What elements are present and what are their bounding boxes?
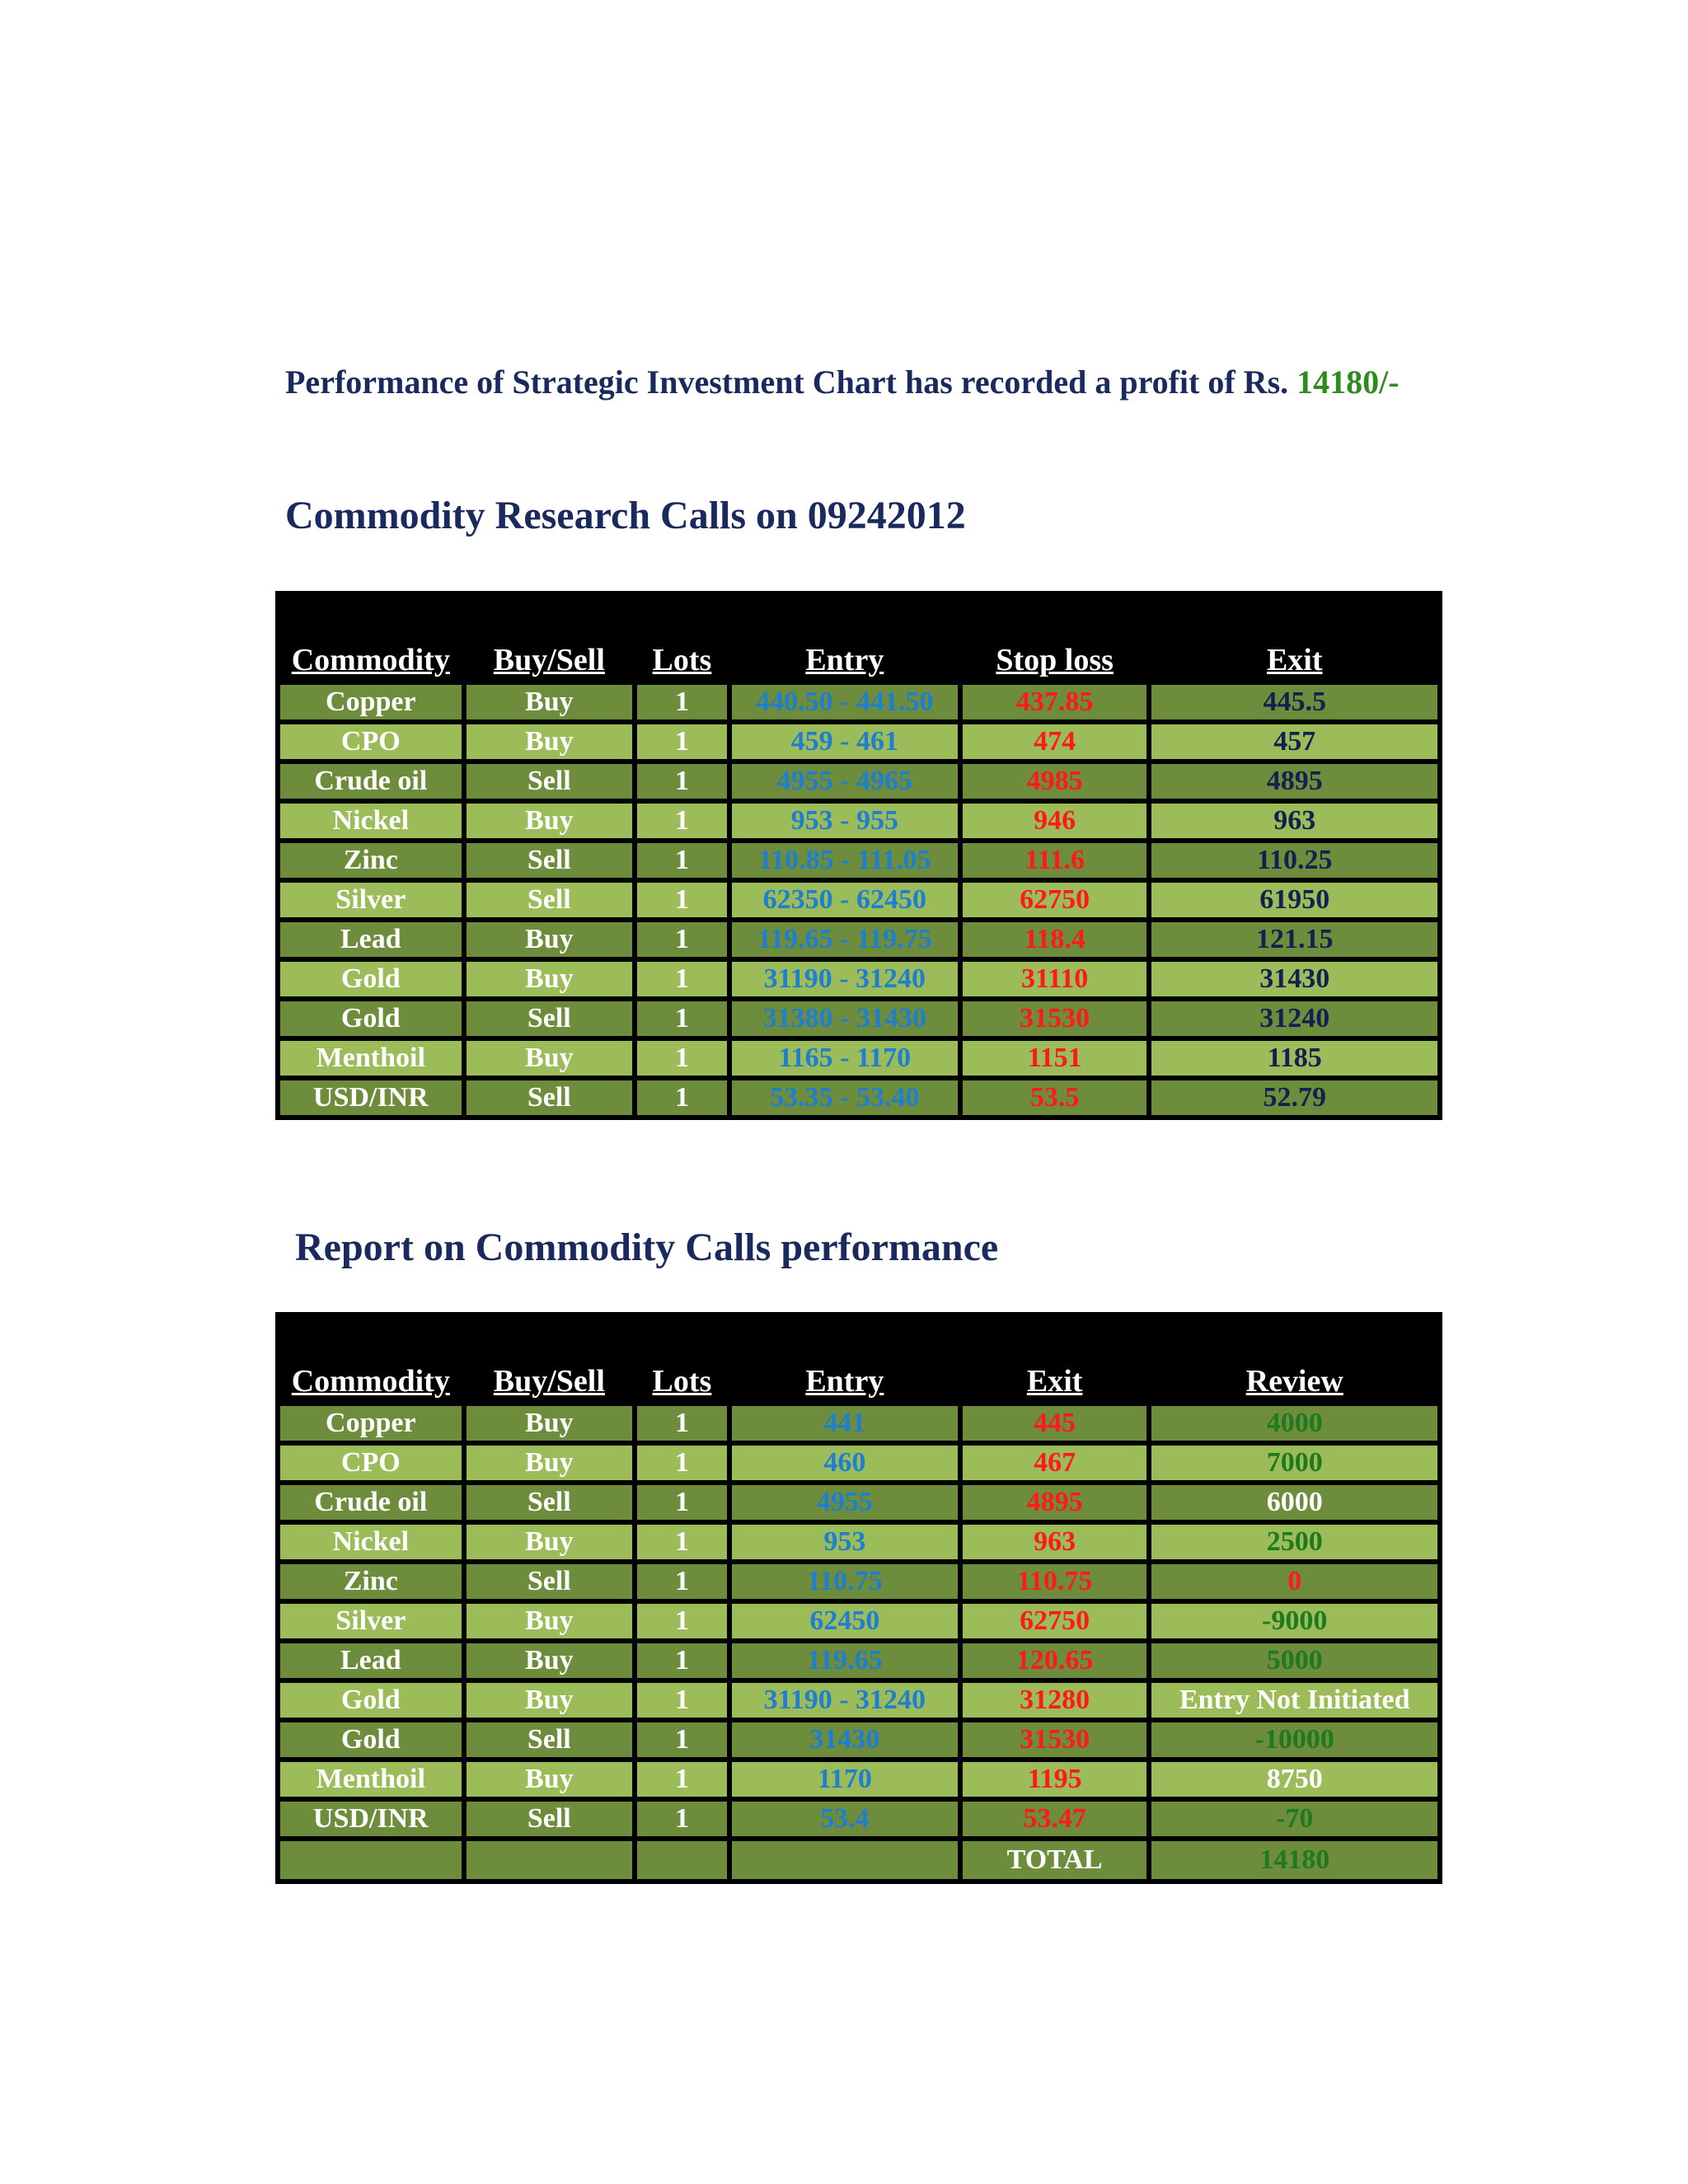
total-value: 14180: [1151, 1841, 1437, 1879]
lots-cell: 1: [637, 1762, 727, 1797]
review-cell: 4000: [1151, 1406, 1437, 1441]
review-cell: 2500: [1151, 1525, 1437, 1559]
header-review: Review: [1151, 1363, 1437, 1401]
exit-cell: 467: [963, 1446, 1147, 1480]
exit-cell: 4895: [963, 1485, 1147, 1520]
stop-loss-cell: 946: [963, 804, 1147, 838]
commodity-cell: Silver: [280, 883, 462, 917]
commodity-cell: Copper: [280, 685, 462, 719]
entry-cell: 4955 - 4965: [732, 764, 958, 799]
buy-sell-cell: Buy: [467, 1683, 632, 1718]
buy-sell-cell: Buy: [467, 1762, 632, 1797]
commodity-cell: Nickel: [280, 804, 462, 838]
review-cell: 6000: [1151, 1485, 1437, 1520]
table-row: [280, 1446, 1437, 1480]
buy-sell-cell: Sell: [467, 1802, 632, 1836]
header-lots: Lots: [637, 642, 727, 680]
buy-sell-cell: Sell: [467, 1001, 632, 1036]
lots-cell: 1: [637, 1001, 727, 1036]
empty-cell: [637, 1841, 727, 1879]
entry-cell: 1165 - 1170: [732, 1041, 958, 1076]
lots-cell: 1: [637, 1525, 727, 1559]
entry-cell: 31430: [732, 1722, 958, 1757]
stop-loss-cell: 118.4: [963, 922, 1147, 957]
exit-cell: 1185: [1151, 1041, 1437, 1076]
table-row: [280, 922, 1437, 957]
commodity-cell: Nickel: [280, 1525, 462, 1559]
commodity-cell: Lead: [280, 922, 462, 957]
entry-cell: 460: [732, 1446, 958, 1480]
header-stop-loss: Stop loss: [963, 642, 1147, 680]
report-table: [275, 1312, 1442, 1884]
exit-cell: 963: [1151, 804, 1437, 838]
entry-cell: 110.85 - 111.05: [732, 843, 958, 878]
table-row: [280, 1001, 1437, 1036]
lots-cell: 1: [637, 1604, 727, 1638]
table-row: [280, 1802, 1437, 1836]
entry-cell: 119.65: [732, 1643, 958, 1678]
exit-cell: 121.15: [1151, 922, 1437, 957]
buy-sell-cell: Sell: [467, 1722, 632, 1757]
header-entry: Entry: [732, 1363, 958, 1401]
calls-title: Commodity Research Calls on 09242012: [285, 494, 966, 537]
commodity-cell: Gold: [280, 1683, 462, 1718]
stop-loss-cell: 4985: [963, 764, 1147, 799]
lots-cell: 1: [637, 1080, 727, 1115]
entry-cell: 53.35 - 53.40: [732, 1080, 958, 1115]
entry-cell: 119.65 - 119.75: [732, 922, 958, 957]
report-title: Report on Commodity Calls performance: [295, 1226, 999, 1269]
buy-sell-cell: Buy: [467, 685, 632, 719]
lots-cell: 1: [637, 1802, 727, 1836]
calls-table: [275, 591, 1442, 1120]
total-label: TOTAL: [963, 1841, 1147, 1879]
header-commodity: Commodity: [280, 642, 462, 680]
commodity-cell: Copper: [280, 1406, 462, 1441]
table-row: [280, 1604, 1437, 1638]
commodity-cell: Gold: [280, 962, 462, 996]
review-cell: 7000: [1151, 1446, 1437, 1480]
table-row: [280, 1683, 1437, 1718]
exit-cell: 52.79: [1151, 1080, 1437, 1115]
table-row: [280, 1762, 1437, 1797]
buy-sell-cell: Buy: [467, 1406, 632, 1441]
entry-cell: 1170: [732, 1762, 958, 1797]
lots-cell: 1: [637, 724, 727, 759]
table-row: [280, 1564, 1437, 1599]
lots-cell: 1: [637, 1643, 727, 1678]
entry-cell: 31190 - 31240: [732, 1683, 958, 1718]
review-cell: -10000: [1151, 1722, 1437, 1757]
commodity-cell: CPO: [280, 1446, 462, 1480]
table-row: [280, 1722, 1437, 1757]
entry-cell: 110.75: [732, 1564, 958, 1599]
empty-cell: [467, 1841, 632, 1879]
entry-cell: 953 - 955: [732, 804, 958, 838]
entry-cell: 441: [732, 1406, 958, 1441]
exit-cell: 445.5: [1151, 685, 1437, 719]
exit-cell: 53.47: [963, 1802, 1147, 1836]
calls-header-row: [280, 642, 1437, 680]
entry-cell: 440.50 - 441.50: [732, 685, 958, 719]
table-row: [280, 764, 1437, 799]
buy-sell-cell: Buy: [467, 724, 632, 759]
commodity-cell: CPO: [280, 724, 462, 759]
commodity-cell: Menthoil: [280, 1041, 462, 1076]
buy-sell-cell: Sell: [467, 1564, 632, 1599]
table-row: [280, 1525, 1437, 1559]
table-row: [280, 724, 1437, 759]
buy-sell-cell: Sell: [467, 883, 632, 917]
exit-cell: 31530: [963, 1722, 1147, 1757]
table-row: [280, 1643, 1437, 1678]
exit-cell: 31240: [1151, 1001, 1437, 1036]
table-row: [280, 685, 1437, 719]
empty-cell: [732, 1841, 958, 1879]
stop-loss-cell: 31530: [963, 1001, 1147, 1036]
exit-cell: 457: [1151, 724, 1437, 759]
header-buy-sell: Buy/Sell: [467, 1363, 632, 1401]
buy-sell-cell: Buy: [467, 804, 632, 838]
review-cell: 0: [1151, 1564, 1437, 1599]
table-row: [280, 1041, 1437, 1076]
exit-cell: 445: [963, 1406, 1147, 1441]
exit-cell: 1195: [963, 1762, 1147, 1797]
header-exit: Exit: [1151, 642, 1437, 680]
header-exit: Exit: [963, 1363, 1147, 1401]
stop-loss-cell: 31110: [963, 962, 1147, 996]
lots-cell: 1: [637, 1564, 727, 1599]
lots-cell: 1: [637, 843, 727, 878]
profit-headline: [285, 363, 1400, 401]
entry-cell: 953: [732, 1525, 958, 1559]
buy-sell-cell: Buy: [467, 1643, 632, 1678]
header-buy-sell: Buy/Sell: [467, 642, 632, 680]
review-cell: -70: [1151, 1802, 1437, 1836]
buy-sell-cell: Buy: [467, 962, 632, 996]
exit-cell: 61950: [1151, 883, 1437, 917]
stop-loss-cell: 437.85: [963, 685, 1147, 719]
table-row: [280, 1485, 1437, 1520]
entry-cell: 459 - 461: [732, 724, 958, 759]
header-commodity: Commodity: [280, 1363, 462, 1401]
commodity-cell: Zinc: [280, 843, 462, 878]
stop-loss-cell: 474: [963, 724, 1147, 759]
buy-sell-cell: Sell: [467, 1080, 632, 1115]
buy-sell-cell: Sell: [467, 764, 632, 799]
lots-cell: 1: [637, 922, 727, 957]
exit-cell: 31280: [963, 1683, 1147, 1718]
table-row: [280, 1080, 1437, 1115]
header-lots: Lots: [637, 1363, 727, 1401]
lots-cell: 1: [637, 685, 727, 719]
commodity-cell: Crude oil: [280, 1485, 462, 1520]
commodity-cell: Silver: [280, 1604, 462, 1638]
review-cell: Entry Not Initiated: [1151, 1683, 1437, 1718]
lots-cell: 1: [637, 1041, 727, 1076]
lots-cell: 1: [637, 1722, 727, 1757]
entry-cell: 31380 - 31430: [732, 1001, 958, 1036]
lots-cell: 1: [637, 1683, 727, 1718]
exit-cell: 62750: [963, 1604, 1147, 1638]
commodity-cell: USD/INR: [280, 1080, 462, 1115]
profit-amount: 14180/-: [1296, 363, 1400, 401]
lots-cell: 1: [637, 1485, 727, 1520]
review-cell: 5000: [1151, 1643, 1437, 1678]
entry-cell: 53.4: [732, 1802, 958, 1836]
buy-sell-cell: Buy: [467, 1041, 632, 1076]
headline-text: Performance of Strategic Investment Chart has recorded a profit of Rs.: [285, 363, 1289, 401]
entry-cell: 62450: [732, 1604, 958, 1638]
commodity-cell: USD/INR: [280, 1802, 462, 1836]
commodity-cell: Gold: [280, 1001, 462, 1036]
commodity-cell: Menthoil: [280, 1762, 462, 1797]
empty-cell: [280, 1841, 462, 1879]
table-row: [280, 804, 1437, 838]
exit-cell: 4895: [1151, 764, 1437, 799]
entry-cell: 62350 - 62450: [732, 883, 958, 917]
lots-cell: 1: [637, 883, 727, 917]
exit-cell: 110.75: [963, 1564, 1147, 1599]
commodity-cell: Gold: [280, 1722, 462, 1757]
exit-cell: 31430: [1151, 962, 1437, 996]
buy-sell-cell: Sell: [467, 843, 632, 878]
buy-sell-cell: Buy: [467, 1525, 632, 1559]
lots-cell: 1: [637, 1406, 727, 1441]
lots-cell: 1: [637, 764, 727, 799]
table-row: [280, 843, 1437, 878]
table-row: [280, 883, 1437, 917]
lots-cell: 1: [637, 1446, 727, 1480]
total-row: [280, 1841, 1437, 1879]
lots-cell: 1: [637, 804, 727, 838]
buy-sell-cell: Buy: [467, 1604, 632, 1638]
buy-sell-cell: Buy: [467, 1446, 632, 1480]
entry-cell: 31190 - 31240: [732, 962, 958, 996]
commodity-cell: Lead: [280, 1643, 462, 1678]
buy-sell-cell: Sell: [467, 1485, 632, 1520]
stop-loss-cell: 1151: [963, 1041, 1147, 1076]
entry-cell: 4955: [732, 1485, 958, 1520]
report-header-row: [280, 1363, 1437, 1401]
stop-loss-cell: 62750: [963, 883, 1147, 917]
lots-cell: 1: [637, 962, 727, 996]
stop-loss-cell: 53.5: [963, 1080, 1147, 1115]
header-entry: Entry: [732, 642, 958, 680]
review-cell: -9000: [1151, 1604, 1437, 1638]
buy-sell-cell: Buy: [467, 922, 632, 957]
exit-cell: 120.65: [963, 1643, 1147, 1678]
stop-loss-cell: 111.6: [963, 843, 1147, 878]
commodity-cell: Crude oil: [280, 764, 462, 799]
commodity-cell: Zinc: [280, 1564, 462, 1599]
table-row: [280, 962, 1437, 996]
exit-cell: 110.25: [1151, 843, 1437, 878]
table-row: [280, 1406, 1437, 1441]
review-cell: 8750: [1151, 1762, 1437, 1797]
exit-cell: 963: [963, 1525, 1147, 1559]
